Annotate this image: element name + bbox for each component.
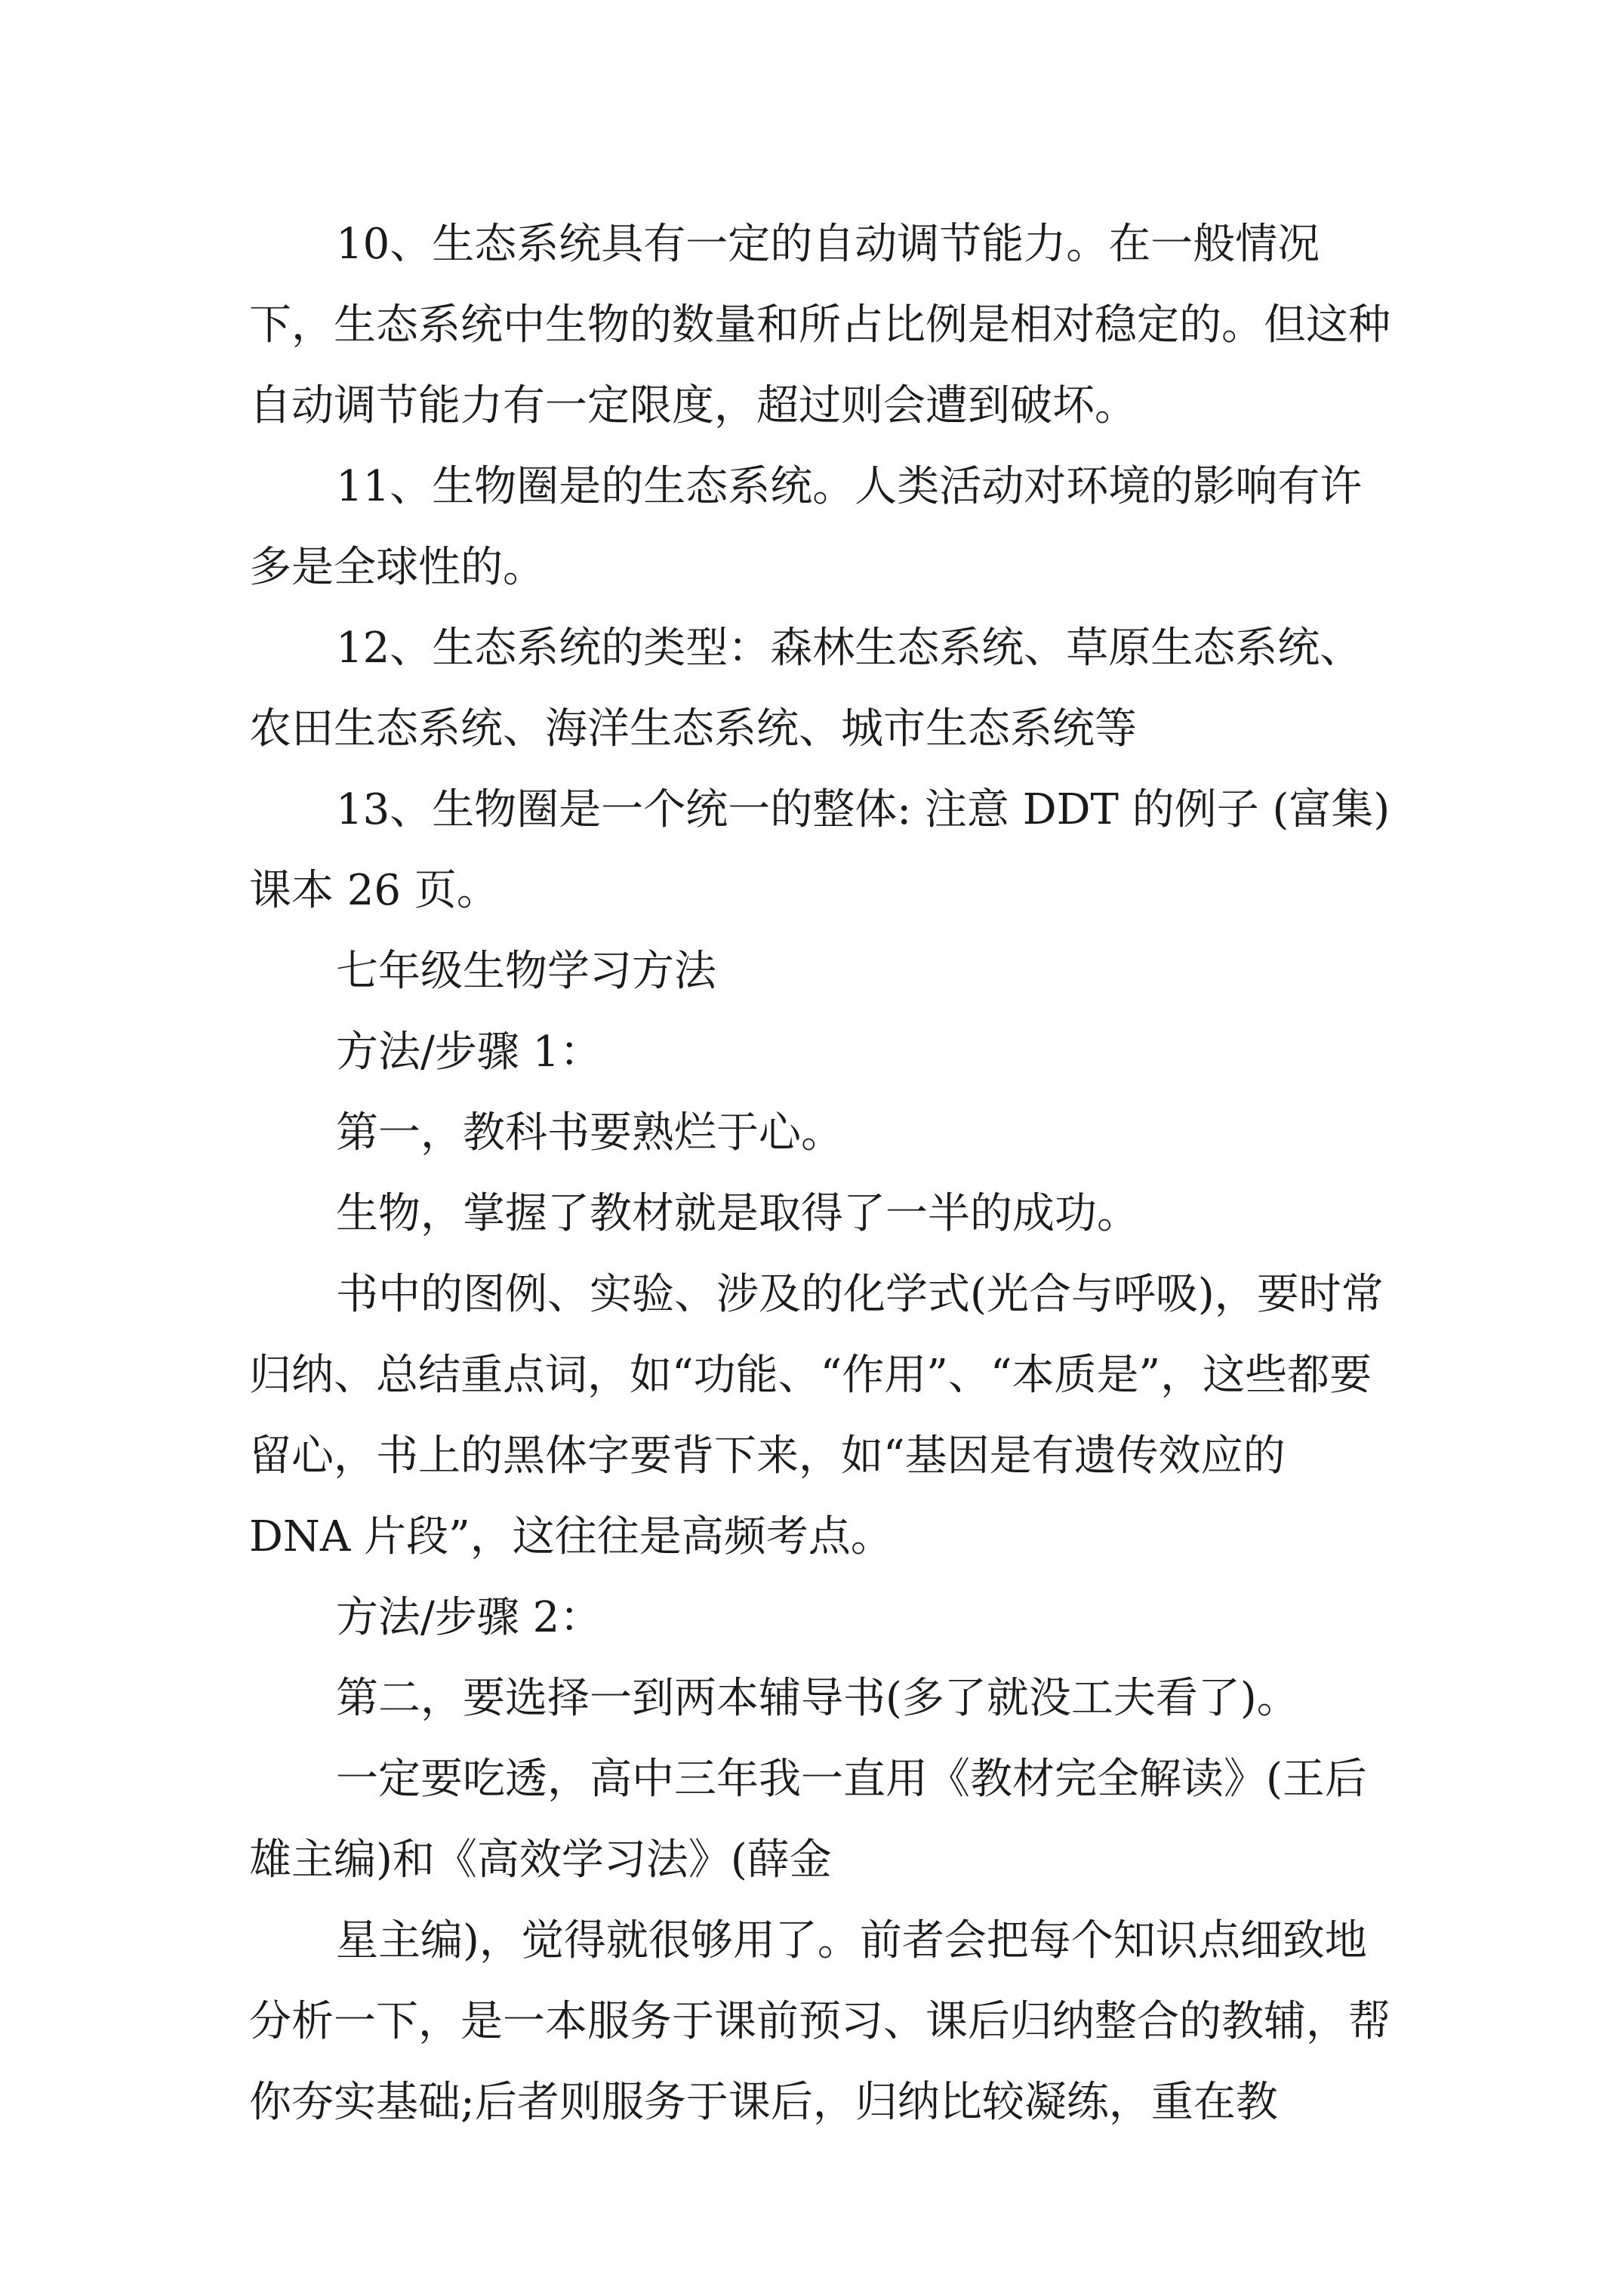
paragraph-second-guidebooks: 第二，要选择一到两本辅导书(多了就没工夫看了)。 [336, 1674, 1299, 1723]
section-heading-study-methods: 七年级生物学习方法 [336, 947, 716, 996]
paragraph-book-comparison: 星主编)，觉得就很够用了。前者会把每个知识点细致地分析一下，是一本服务于课前预习、课后归纳整合的教辅，帮你夯实基础;后者则服务于课后，归纳比较凝练，重在教 [249, 1916, 1390, 2127]
paragraph-diagrams-experiments: 书中的图例、实验、涉及的化学式(光合与呼吸)，要时常归纳、总结重点词，如“功能、“作用”、“本质是”，这些都要留心，书上的黑体字要背下来，如“基因是有遗传效应的 DNA 片段”，这往往是高频考点。 [249, 1270, 1384, 1561]
paragraph-12-ecosystem-types: 12、生态系统的类型：森林生态系统、草原生态系统、农田生态系统、海洋生态系统、城市生态系统等 [249, 624, 1363, 754]
document-body [249, 204, 1397, 2143]
paragraph-11-biosphere: 11、生物圈是的生态系统。人类活动对环境的影响有许多是全球性的。 [249, 462, 1363, 592]
paragraph-master-textbook: 生物，掌握了教材就是取得了一半的成功。 [336, 1189, 1139, 1238]
paragraph-first-textbook: 第一，教科书要熟烂于心。 [336, 1108, 843, 1157]
paragraph-recommended-books: 一定要吃透，高中三年我一直用《教材完全解读》(王后雄主编)和《高效学习法》(薛金 [249, 1755, 1367, 1885]
paragraph-10-ecosystem-regulation: 10、生态系统具有一定的自动调节能力。在一般情况下，生态系统中生物的数量和所占比例是相对稳定的。但这种自动调节能力有一定限度，超过则会遭到破坏。 [249, 220, 1390, 430]
step-2-heading: 方法/步骤 2： [336, 1593, 602, 1642]
paragraph-13-biosphere-unity: 13、生物圈是一个统一的整体: 注意 DDT 的例子 (富集)课本 26 页。 [249, 785, 1390, 915]
step-1-heading: 方法/步骤 1： [336, 1028, 602, 1077]
